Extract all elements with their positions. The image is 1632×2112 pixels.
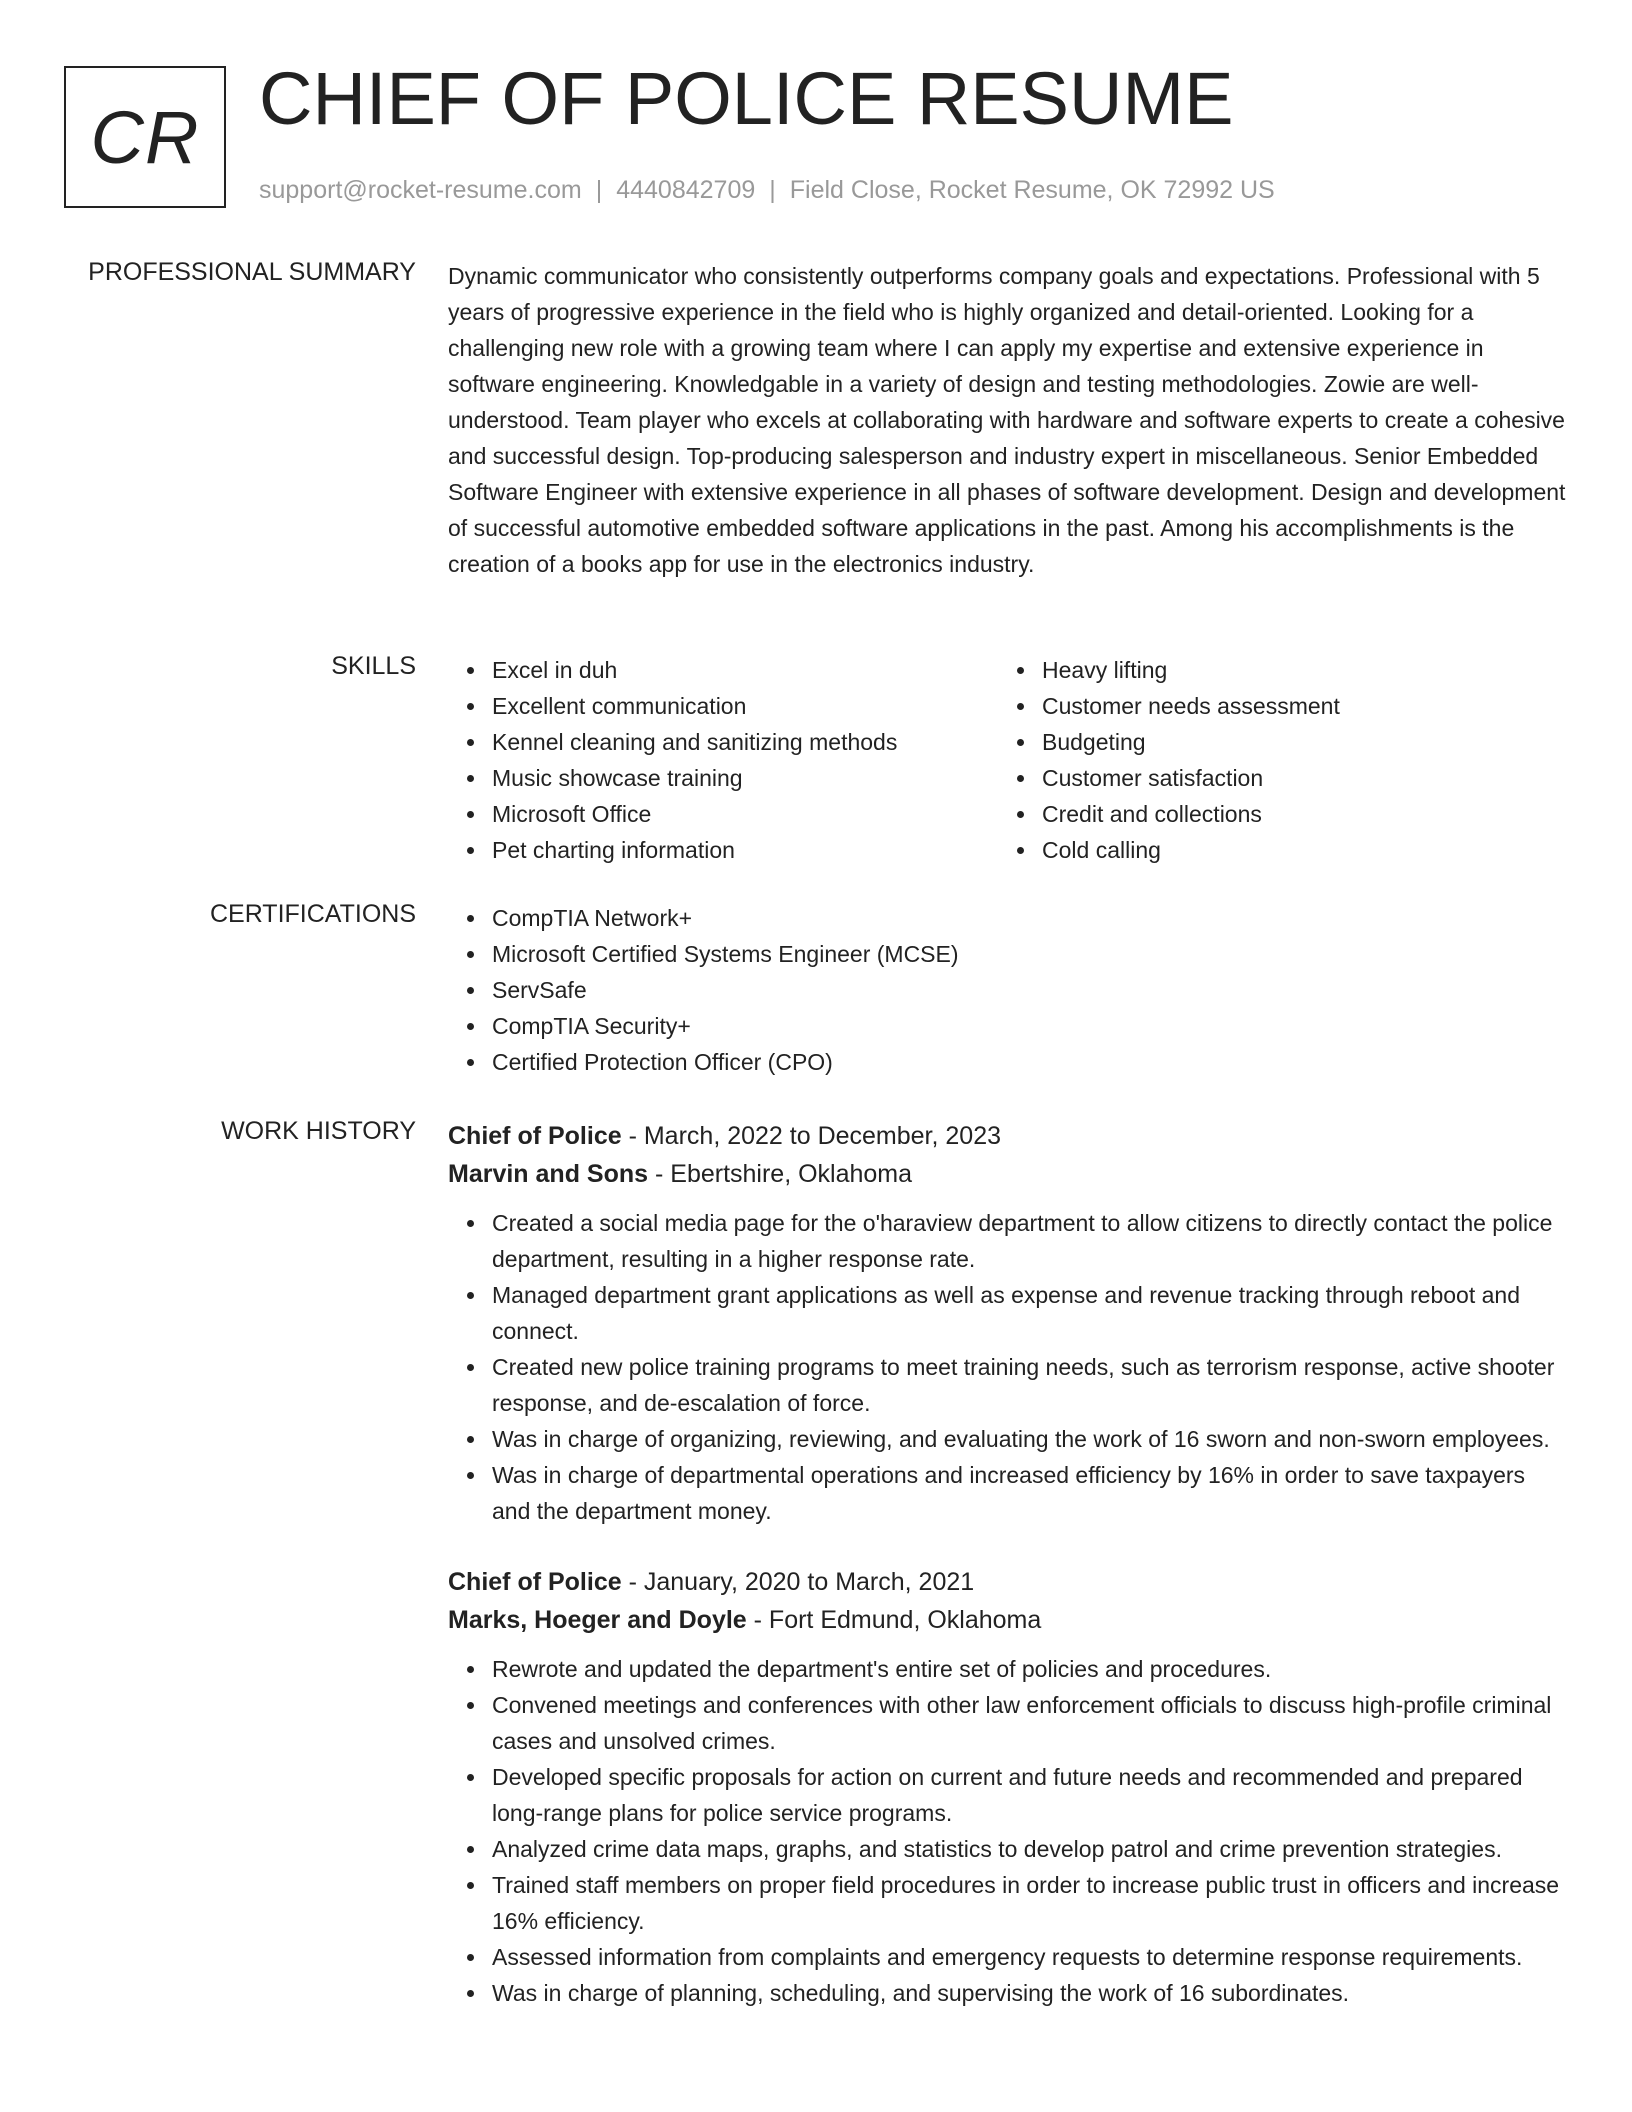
skill-item: Music showcase training <box>492 760 998 796</box>
skills-columns <box>448 652 1568 868</box>
job-location: - Ebertshire, Oklahoma <box>648 1160 913 1188</box>
job-bullet: Was in charge of departmental operations and increased efficiency by 16% in order to save taxpayers and the department money. <box>492 1457 1568 1529</box>
skill-item: Credit and collections <box>1042 796 1548 832</box>
skills-list-right <box>998 652 1548 868</box>
job-dates: - March, 2022 to December, 2023 <box>621 1122 1002 1150</box>
job-bullet: Convened meetings and conferences with other law enforcement officials to discuss high-profile criminal cases and unsolved crimes. <box>492 1687 1568 1759</box>
skill-item: Microsoft Office <box>492 796 998 832</box>
skill-item: Customer satisfaction <box>1042 760 1548 796</box>
work-history-body <box>448 1117 1568 2011</box>
certifications-list <box>448 900 1568 1080</box>
job-bullets <box>448 1651 1568 2011</box>
contact-separator: | <box>595 176 603 204</box>
job-bullet: Created new police training programs to meet training needs, such as terrorism response, active shooter response, and de-escalation of force. <box>492 1349 1568 1421</box>
contact-separator: | <box>769 176 776 204</box>
job-company-line <box>448 1601 1568 1639</box>
work-history-heading: WORK HISTORY <box>221 1117 416 1145</box>
job-company: Marks, Hoeger and Doyle <box>448 1606 747 1634</box>
contact-line <box>259 176 1275 205</box>
skill-item: Pet charting information <box>492 832 998 868</box>
skills-heading: SKILLS <box>331 652 416 680</box>
skills-column-right <box>998 652 1548 868</box>
certifications-body <box>448 900 1568 1080</box>
skill-item: Budgeting <box>1042 724 1548 760</box>
certification-item: CompTIA Network+ <box>492 900 1568 936</box>
skills-column-left <box>448 652 998 868</box>
contact-address: Field Close, Rocket Resume, OK 72992 US <box>789 176 1275 204</box>
job-entry <box>448 1117 1568 1529</box>
job-bullet: Created a social media page for the o'haraview department to allow citizens to directly contact the police department, resulting in a higher response rate. <box>492 1205 1568 1277</box>
contact-email[interactable]: support@rocket-resume.com <box>259 176 582 204</box>
certification-item: Certified Protection Officer (CPO) <box>492 1044 1568 1080</box>
skill-item: Kennel cleaning and sanitizing methods <box>492 724 998 760</box>
monogram-initials: CR <box>90 95 200 179</box>
job-bullets <box>448 1205 1568 1529</box>
summary-text: Dynamic communicator who consistently outperforms company goals and expectations. Professional with 5 years of progressive experience in the field who is highly organized and detail-oriented. Looking for a challenging new role with a growing team where I can apply my expertise and extensive experience in software engineering. Knowledgable in a variety of design and testing methodologies. Zowie are well-understood. Team player who excels at collaborating with hardware and software experts to create a cohesive and successful design. Top-producing salesperson and industry expert in miscellaneous. Senior Embedded Software Engineer with extensive experience in all phases of software development. Design and development of successful automotive embedded software applications in the past. Among his accomplishments is the creation of a books app for use in the electronics industry. <box>448 263 1566 577</box>
monogram-box <box>64 66 226 208</box>
skill-item: Heavy lifting <box>1042 652 1548 688</box>
skills-body <box>448 652 1568 868</box>
skill-item: Excellent communication <box>492 688 998 724</box>
job-dates: - January, 2020 to March, 2021 <box>621 1568 975 1596</box>
page-title: CHIEF OF POLICE RESUME <box>259 57 1234 140</box>
certification-item: Microsoft Certified Systems Engineer (MCSE) <box>492 936 1568 972</box>
job-bullet: Developed specific proposals for action on current and future needs and recommended and prepared long-range plans for police service programs. <box>492 1759 1568 1831</box>
certification-item: ServSafe <box>492 972 1568 1008</box>
job-bullet: Managed department grant applications as well as expense and revenue tracking through reboot and connect. <box>492 1277 1568 1349</box>
job-bullet: Was in charge of organizing, reviewing, and evaluating the work of 16 sworn and non-sworn employees. <box>492 1421 1568 1457</box>
job-bullet: Trained staff members on proper field procedures in order to increase public trust in officers and increase 16% efficiency. <box>492 1867 1568 1939</box>
contact-phone[interactable]: 4440842709 <box>616 176 756 204</box>
job-company-line <box>448 1155 1568 1193</box>
job-title: Chief of Police <box>448 1568 622 1596</box>
job-entry <box>448 1563 1568 2011</box>
job-title: Chief of Police <box>448 1122 622 1150</box>
skills-list-left <box>448 652 998 868</box>
certifications-heading: CERTIFICATIONS <box>209 900 416 928</box>
skill-item: Cold calling <box>1042 832 1548 868</box>
job-title-line <box>448 1117 1568 1155</box>
skill-item: Excel in duh <box>492 652 998 688</box>
skill-item: Customer needs assessment <box>1042 688 1548 724</box>
job-bullet: Analyzed crime data maps, graphs, and statistics to develop patrol and crime prevention strategies. <box>492 1831 1568 1867</box>
summary-body <box>448 258 1568 582</box>
job-title-line <box>448 1563 1568 1601</box>
job-bullet: Rewrote and updated the department's entire set of policies and procedures. <box>492 1651 1568 1687</box>
job-company: Marvin and Sons <box>448 1160 649 1188</box>
job-bullet: Assessed information from complaints and emergency requests to determine response requirements. <box>492 1939 1568 1975</box>
certification-item: CompTIA Security+ <box>492 1008 1568 1044</box>
summary-heading: PROFESSIONAL SUMMARY <box>88 258 416 286</box>
job-bullet: Was in charge of planning, scheduling, and supervising the work of 16 subordinates. <box>492 1975 1568 2011</box>
job-location: - Fort Edmund, Oklahoma <box>746 1606 1042 1634</box>
